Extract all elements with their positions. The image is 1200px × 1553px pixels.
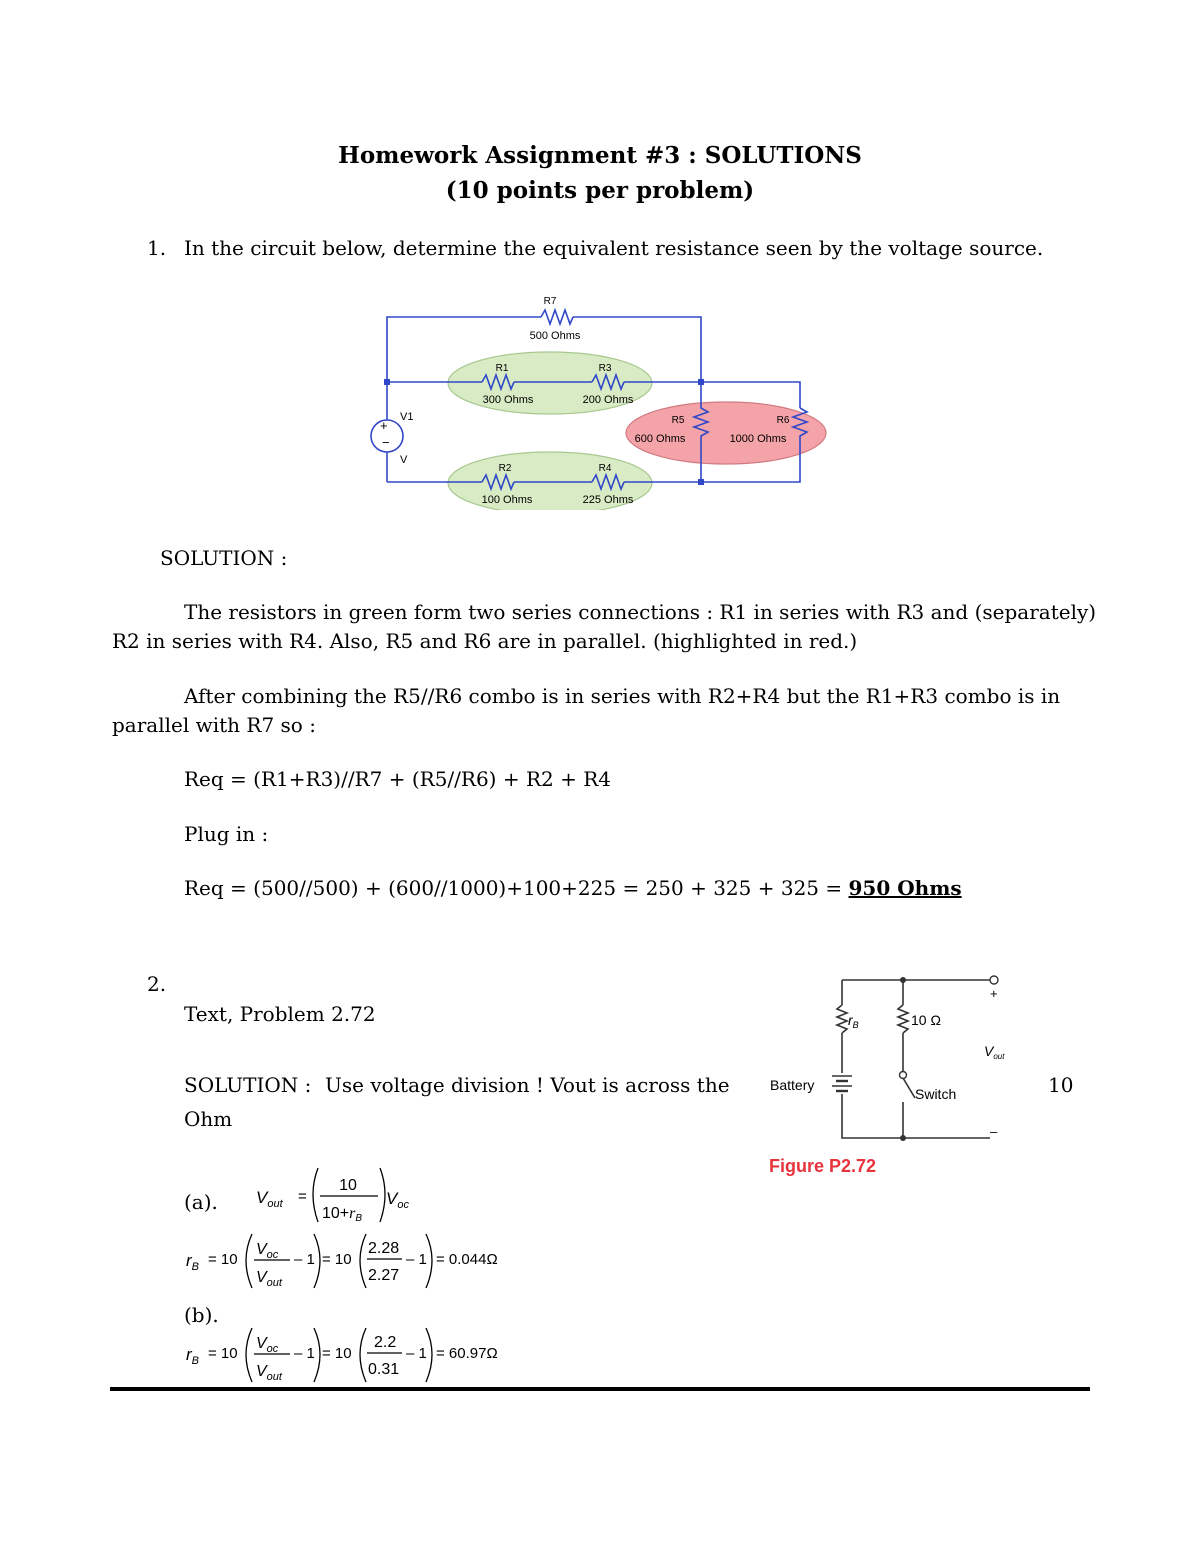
svg-text:Vout: $V_{out}$ bbox=[256, 1269, 282, 1289]
problem-1-question: In the circuit below, determine the equivalent resistance seen by the voltage source. bbox=[184, 236, 1044, 260]
solution-1-para2-line2: parallel with R7 so : bbox=[112, 713, 316, 737]
figure-caption: Figure P2.72 bbox=[769, 1156, 877, 1176]
battery-icon bbox=[832, 1076, 852, 1091]
svg-text:rB: $r_B$ bbox=[186, 1345, 200, 1367]
page-title: Homework Assignment #3 : SOLUTIONS bbox=[338, 142, 862, 169]
svg-text:0.31: 0.31 bbox=[368, 1361, 400, 1378]
junction-dot bbox=[900, 1135, 906, 1141]
part-a-rb-equation bbox=[180, 1228, 540, 1294]
r1-value: 300 Ohms bbox=[482, 394, 534, 406]
result-answer: 950 Ohms bbox=[848, 876, 962, 900]
r10-label: 10 Ω bbox=[911, 1012, 941, 1028]
vout-label: $V_{out}$ bbox=[984, 1043, 1005, 1061]
r3-name: R3 bbox=[598, 363, 612, 374]
solution-2-text: Use voltage division ! Vout is across the bbox=[325, 1073, 730, 1097]
solution-2-trailing: 10 bbox=[1048, 1073, 1074, 1097]
solution-1-plug-in: Plug in : bbox=[184, 822, 269, 846]
r7-name: R7 bbox=[543, 296, 557, 307]
circuit-diagram-1 bbox=[360, 280, 840, 510]
part-b-label: (b). bbox=[184, 1303, 219, 1327]
r5-name: R5 bbox=[671, 415, 685, 426]
solution-1-formula: Req = (R1+R3)//R7 + (R5//R6) + R2 + R4 bbox=[184, 767, 611, 791]
node-dot bbox=[384, 379, 390, 385]
solution-1-label: SOLUTION : bbox=[160, 546, 288, 570]
minus-sign: – bbox=[990, 1124, 998, 1139]
r4-value: 225 Ohms bbox=[582, 494, 634, 506]
solution-1-para1-line2: R2 in series with R4. Also, R5 and R6 are in parallel. (highlighted in red.) bbox=[112, 629, 858, 653]
svg-text:−: − bbox=[382, 435, 390, 450]
r6-value: 1000 Ohms bbox=[729, 433, 787, 445]
r6-name: R6 bbox=[776, 415, 790, 426]
node-dot bbox=[698, 379, 704, 385]
r1-name: R1 bbox=[495, 363, 509, 374]
source-unit-label: V bbox=[400, 454, 408, 466]
svg-text:– 1: – 1 bbox=[294, 1251, 315, 1268]
r2-value: 100 Ohms bbox=[481, 494, 533, 506]
solution-2-label: SOLUTION : bbox=[184, 1073, 312, 1097]
svg-text:2.28: 2.28 bbox=[368, 1240, 400, 1257]
problem-2-text-ref: Text, Problem 2.72 bbox=[184, 1002, 376, 1026]
svg-text:Vout: $V_{out}$ bbox=[256, 1363, 282, 1383]
r2-name: R2 bbox=[498, 463, 512, 474]
footer-rule bbox=[110, 1387, 1090, 1391]
svg-text:10: 10 bbox=[339, 1177, 357, 1194]
result-expression: Req = (500//500) + (600//1000)+100+225 = 250 + 325 + 325 = bbox=[184, 876, 849, 900]
part-b-rb-equation bbox=[180, 1322, 540, 1388]
solution-1-para2-line1: After combining the R5//R6 combo is in series with R2+R4 but the R1+R3 combo is in bbox=[184, 684, 1061, 708]
rb-label: $r_B$ bbox=[848, 1012, 859, 1030]
solution-1-para1-line1: The resistors in green form two series connections : R1 in series with R3 and (separately) bbox=[184, 600, 1097, 624]
svg-text:Voc: $V_{oc}$ bbox=[256, 1241, 279, 1261]
svg-text:Vout: $V_{out}$ bbox=[256, 1188, 283, 1210]
part-a-label: (a). bbox=[184, 1190, 218, 1214]
r3-value: 200 Ohms bbox=[582, 394, 634, 406]
node-dot bbox=[698, 479, 704, 485]
svg-text:+: + bbox=[380, 418, 388, 433]
svg-text:– 1: – 1 bbox=[406, 1251, 427, 1268]
svg-text:Voc: $V_{oc}$ bbox=[256, 1335, 279, 1355]
page-subtitle: (10 points per problem) bbox=[445, 177, 755, 204]
r5-value: 600 Ohms bbox=[634, 433, 686, 445]
svg-text:= 10: = 10 bbox=[322, 1251, 352, 1268]
r4-name: R4 bbox=[598, 463, 612, 474]
battery-label: Battery bbox=[770, 1077, 815, 1093]
part-a-vout-equation bbox=[250, 1160, 450, 1228]
svg-text:Voc: $V_{oc}$ bbox=[386, 1189, 409, 1211]
svg-text:= 60.97Ω: = 60.97Ω bbox=[436, 1345, 498, 1362]
problem-1-number: 1. bbox=[147, 236, 167, 260]
solution-1-result bbox=[184, 876, 962, 900]
svg-text:2.2: 2.2 bbox=[374, 1334, 397, 1351]
r7-value: 500 Ohms bbox=[529, 330, 581, 342]
svg-text:2.27: 2.27 bbox=[368, 1267, 400, 1284]
plus-sign: + bbox=[990, 986, 998, 1001]
svg-text:=: = bbox=[298, 1188, 307, 1205]
svg-text:= 10: = 10 bbox=[208, 1345, 238, 1362]
switch-icon bbox=[900, 1072, 907, 1079]
svg-text:– 1: – 1 bbox=[406, 1345, 427, 1362]
switch-label: Switch bbox=[915, 1086, 957, 1102]
svg-text:10+rB: 10+rB bbox=[322, 1205, 363, 1224]
problem-2-number: 2. bbox=[147, 972, 167, 996]
junction-dot bbox=[900, 977, 906, 983]
figure-wires bbox=[837, 980, 990, 1138]
source-name-label: V1 bbox=[400, 411, 414, 423]
figure-p2-72 bbox=[760, 960, 1030, 1150]
svg-text:rB: $r_B$ bbox=[186, 1251, 200, 1273]
svg-text:= 0.044Ω: = 0.044Ω bbox=[436, 1251, 498, 1268]
svg-text:= 10: = 10 bbox=[322, 1345, 352, 1362]
svg-text:– 1: – 1 bbox=[294, 1345, 315, 1362]
svg-text:= 10: = 10 bbox=[208, 1251, 238, 1268]
terminal-icon bbox=[990, 976, 998, 984]
solution-2-cont: Ohm bbox=[184, 1107, 233, 1131]
